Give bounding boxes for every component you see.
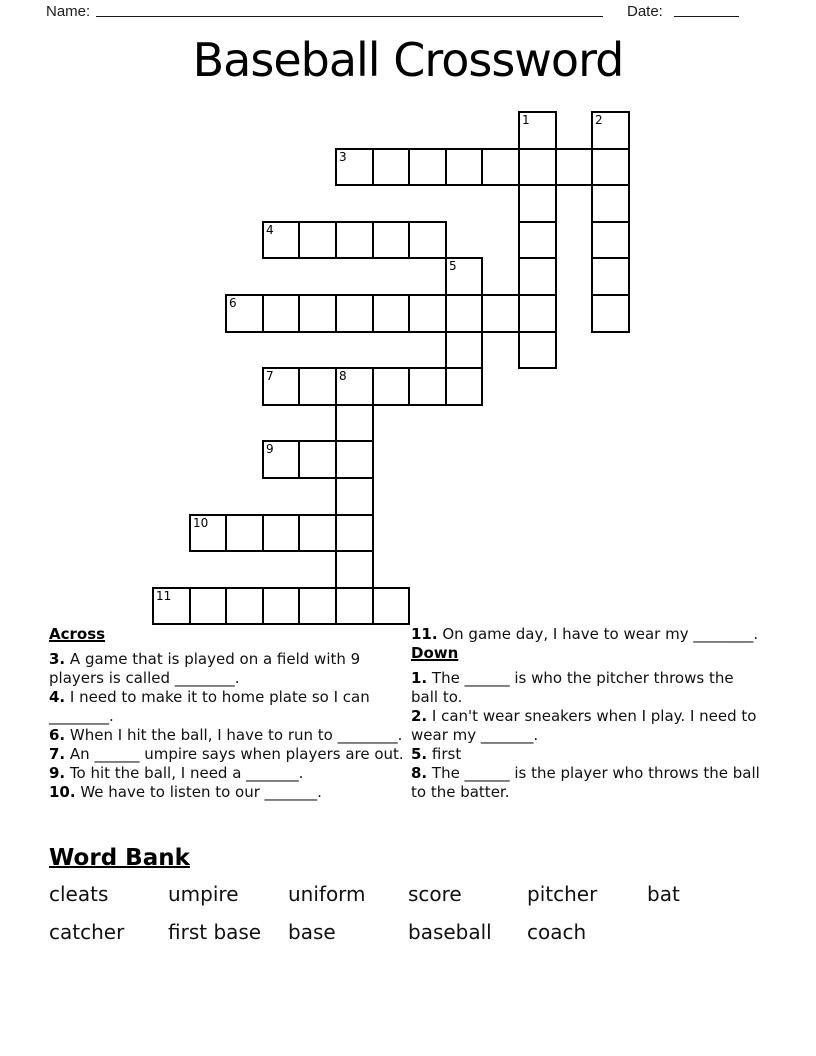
clue-item bbox=[411, 745, 761, 764]
grid-cell[interactable] bbox=[591, 221, 630, 259]
grid-cell[interactable] bbox=[445, 367, 483, 406]
across-clues-list bbox=[49, 650, 407, 802]
word-bank-word: coach bbox=[527, 919, 587, 944]
clue-number: 4. bbox=[49, 688, 66, 706]
cell-number: 11 bbox=[156, 589, 172, 603]
grid-cell[interactable] bbox=[518, 331, 557, 369]
clue-item bbox=[49, 745, 407, 764]
down-clues-column bbox=[411, 625, 761, 802]
grid-cell[interactable] bbox=[372, 367, 410, 406]
down-clues-list bbox=[411, 669, 761, 802]
clue-item bbox=[49, 764, 407, 783]
grid-cell[interactable] bbox=[262, 440, 300, 479]
clue-number: 2. bbox=[411, 707, 428, 725]
clue-item bbox=[49, 688, 407, 726]
clue-text: To hit the ball, I need a _______. bbox=[65, 764, 304, 782]
clue-text: We have to listen to our _______. bbox=[75, 783, 322, 801]
grid-cell[interactable] bbox=[335, 404, 374, 442]
clue-text: The ______ is who the pitcher throws the ball to. bbox=[411, 669, 734, 706]
grid-cell[interactable] bbox=[445, 148, 483, 186]
clue-item bbox=[49, 726, 407, 745]
grid-cell[interactable] bbox=[335, 477, 374, 516]
word-bank-word: umpire bbox=[168, 882, 239, 906]
word-bank-word: uniform bbox=[288, 882, 366, 906]
grid-cell[interactable] bbox=[591, 148, 630, 186]
word-bank-word: first base bbox=[168, 919, 262, 944]
grid-cell[interactable] bbox=[445, 257, 483, 296]
clue-item bbox=[49, 783, 407, 802]
clue-text: On game day, I have to wear my ________. bbox=[437, 625, 759, 643]
clue-item bbox=[411, 764, 761, 802]
grid-cell[interactable] bbox=[262, 294, 300, 333]
name-label: Name: bbox=[46, 3, 91, 20]
grid-cell[interactable] bbox=[591, 294, 630, 333]
grid-cell[interactable] bbox=[335, 587, 374, 625]
clue-text: A game that is played on a field with 9 players is called ________. bbox=[49, 650, 361, 687]
cell-number: 5 bbox=[449, 259, 457, 273]
word-bank-word: cleats bbox=[49, 882, 109, 906]
clue-text: I need to make it to home plate so I can ________. bbox=[49, 688, 370, 725]
clue-text: I can't wear sneakers when I play. I need to wear my _______. bbox=[411, 707, 757, 744]
grid-cell[interactable] bbox=[335, 440, 374, 479]
clue-number: 7. bbox=[49, 745, 66, 763]
grid-cell[interactable] bbox=[445, 294, 483, 333]
grid-cell[interactable] bbox=[335, 514, 374, 552]
grid-cell[interactable] bbox=[481, 148, 520, 186]
cell-number: 3 bbox=[339, 150, 347, 164]
page-title: Baseball Crossword bbox=[192, 33, 624, 87]
grid-cell[interactable] bbox=[372, 148, 410, 186]
grid-cell[interactable] bbox=[225, 294, 264, 333]
grid-cell[interactable] bbox=[298, 294, 337, 333]
grid-cell[interactable] bbox=[298, 514, 337, 552]
date-label: Date: bbox=[627, 3, 663, 20]
cell-number: 7 bbox=[266, 369, 274, 383]
grid-cell[interactable] bbox=[518, 111, 557, 150]
grid-cell[interactable] bbox=[372, 294, 410, 333]
grid-cell[interactable] bbox=[262, 367, 300, 406]
cell-number: 2 bbox=[595, 113, 603, 127]
grid-cell[interactable] bbox=[518, 294, 557, 333]
grid-cell[interactable] bbox=[591, 111, 630, 150]
word-bank-word: catcher bbox=[49, 919, 125, 944]
grid-cell[interactable] bbox=[298, 221, 337, 259]
across-clue-11-container bbox=[411, 625, 761, 644]
clue-item bbox=[411, 707, 761, 745]
clue-item bbox=[411, 669, 761, 707]
grid-cell[interactable] bbox=[591, 184, 630, 223]
grid-cell[interactable] bbox=[298, 440, 337, 479]
clue-text: An ______ umpire says when players are out. bbox=[65, 745, 404, 763]
grid-cell[interactable] bbox=[335, 550, 374, 589]
word-bank-word: score bbox=[408, 882, 462, 906]
clue-item bbox=[49, 650, 407, 688]
grid-cell[interactable] bbox=[555, 148, 593, 186]
cell-number: 10 bbox=[193, 516, 209, 530]
grid-cell[interactable] bbox=[408, 148, 447, 186]
grid-cell[interactable] bbox=[372, 221, 410, 259]
across-clues-column bbox=[49, 625, 407, 802]
clue-number: 8. bbox=[411, 764, 428, 782]
clue-number: 11. bbox=[411, 625, 438, 643]
grid-cell[interactable] bbox=[335, 148, 374, 186]
grid-cell[interactable] bbox=[189, 587, 227, 625]
clue-item bbox=[411, 625, 761, 644]
cell-number: 9 bbox=[266, 442, 274, 456]
clue-number: 10. bbox=[49, 783, 76, 801]
word-bank-word: base bbox=[288, 919, 336, 944]
clue-number: 1. bbox=[411, 669, 428, 687]
down-heading: Down bbox=[411, 644, 459, 662]
grid-cell[interactable] bbox=[518, 257, 557, 296]
word-bank-word: pitcher bbox=[527, 882, 598, 906]
cell-number: 1 bbox=[522, 113, 530, 127]
grid-cell[interactable] bbox=[335, 221, 374, 259]
word-bank-heading: Word Bank bbox=[49, 845, 190, 871]
grid-cell[interactable] bbox=[408, 367, 447, 406]
cell-number: 6 bbox=[229, 296, 237, 310]
grid-cell[interactable] bbox=[262, 587, 300, 625]
grid-cell[interactable] bbox=[518, 184, 557, 223]
clue-number: 5. bbox=[411, 745, 428, 763]
grid-cell[interactable] bbox=[298, 587, 337, 625]
grid-cell[interactable] bbox=[152, 587, 191, 625]
grid-cell[interactable] bbox=[518, 221, 557, 259]
grid-cell[interactable] bbox=[298, 367, 337, 406]
grid-cell[interactable] bbox=[225, 514, 264, 552]
clue-number: 6. bbox=[49, 726, 66, 744]
grid-cell[interactable] bbox=[225, 587, 264, 625]
clue-text: The ______ is the player who throws the ball to the batter. bbox=[411, 764, 760, 801]
word-bank-word: bat bbox=[647, 882, 680, 906]
grid-cell[interactable] bbox=[335, 294, 374, 333]
clue-number: 9. bbox=[49, 764, 66, 782]
clue-text: first bbox=[427, 745, 462, 763]
grid-cell[interactable] bbox=[189, 514, 227, 552]
word-bank-list bbox=[49, 882, 680, 957]
grid-cell[interactable] bbox=[408, 221, 447, 259]
grid-cell[interactable] bbox=[408, 294, 447, 333]
cell-number: 8 bbox=[339, 369, 347, 383]
grid-cell[interactable] bbox=[445, 331, 483, 369]
grid-cell[interactable] bbox=[372, 587, 410, 625]
clue-number: 3. bbox=[49, 650, 66, 668]
grid-cell[interactable] bbox=[262, 514, 300, 552]
cell-number: 4 bbox=[266, 223, 274, 237]
grid-cell[interactable] bbox=[481, 294, 520, 333]
grid-cell[interactable] bbox=[335, 367, 374, 406]
word-bank-word: baseball bbox=[408, 919, 492, 944]
grid-cell[interactable] bbox=[262, 221, 300, 259]
clue-text: When I hit the ball, I have to run to ________. bbox=[65, 726, 403, 744]
across-heading: Across bbox=[49, 625, 106, 643]
grid-cell[interactable] bbox=[591, 257, 630, 296]
grid-cell[interactable] bbox=[518, 148, 557, 186]
